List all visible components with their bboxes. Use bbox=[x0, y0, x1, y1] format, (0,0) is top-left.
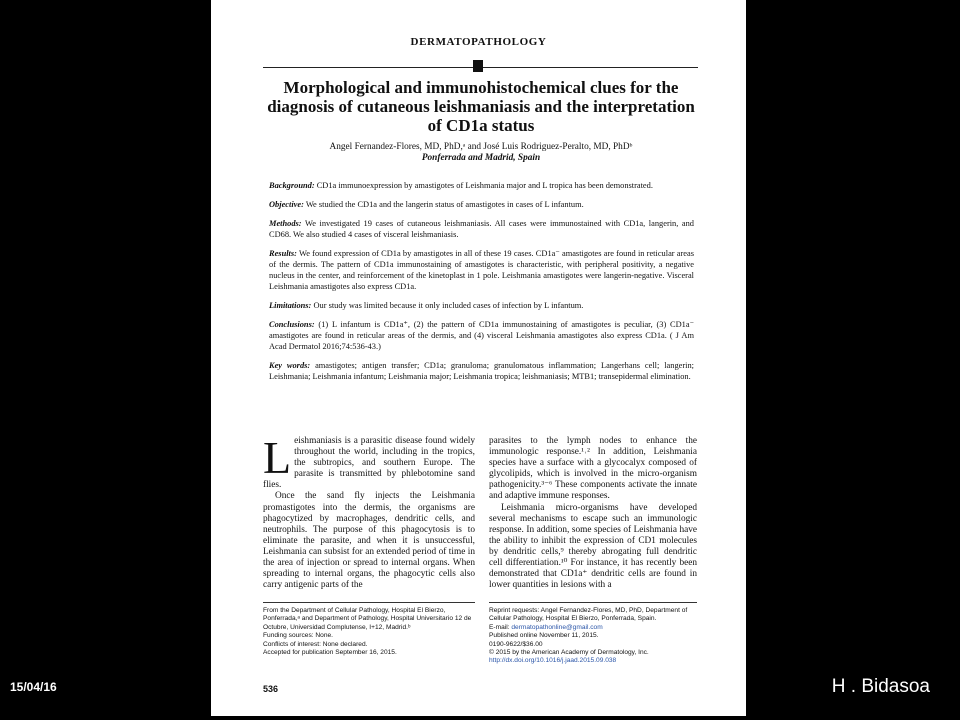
abstract-label: Conclusions: bbox=[269, 320, 315, 329]
footnotes-left bbox=[263, 607, 477, 657]
abstract-keywords bbox=[269, 360, 694, 382]
abstract-label: Limitations: bbox=[269, 301, 312, 310]
slide-date: 15/04/16 bbox=[10, 680, 57, 694]
abstract-label: Methods: bbox=[269, 219, 302, 228]
body-paragraph bbox=[263, 432, 475, 491]
slide-author: H . Bidasoa bbox=[831, 676, 930, 697]
journal-page bbox=[211, 0, 746, 716]
abstract-label: Key words: bbox=[269, 361, 311, 370]
abstract-text: We investigated 19 cases of cutaneous leishmaniasis. All cases were immunostained with CD1a, langerin, and CD68. We also studied 4 cases of visceral leishmaniasis. bbox=[269, 219, 694, 239]
abstract-label: Objective: bbox=[269, 200, 304, 209]
abstract-text: Our study was limited because it only included cases of infection by L infantum. bbox=[311, 301, 584, 310]
abstract-limitations bbox=[269, 300, 694, 311]
footnote-accepted: Accepted for publication September 16, 2015. bbox=[263, 649, 397, 657]
body-paragraph: Once the sand fly injects the Leishmania promastigotes into the dermis, the organisms are phagocytized by macrophages, dendritic cells, and neutrophils. The purpose of this phagocytosis is to eliminate the parasite, and when it is unsuccessful, Leishmania can subsist for an extended period of time in the area of injection or spread to internal organs. When spreading to internal organs, the phagocytic cells also carry antigenic parts of the bbox=[263, 491, 475, 591]
abstract-methods bbox=[269, 218, 694, 240]
footnote-copyright: © 2015 by the American Academy of Dermatology, Inc. bbox=[489, 649, 649, 657]
abstract-text: (1) L infantum is CD1a⁺, (2) the pattern of CD1a immunostaining of amastigotes is peculiar, (3) CD1a⁻ amastigotes are found in reticular areas of the dermis, and (4) visceral Leishmania amastigotes also express CD1a. ( J Am Acad Dermatol 2016;74:536-43.) bbox=[269, 320, 694, 351]
abstract-objective bbox=[269, 199, 694, 210]
abstract-label: Results: bbox=[269, 249, 297, 258]
email-link[interactable]: dermatopathonline@gmail.com bbox=[511, 623, 603, 631]
author-location: Ponferrada and Madrid, Spain bbox=[421, 153, 541, 163]
abstract-results bbox=[269, 248, 694, 292]
footnote-email-label: E-mail: bbox=[489, 623, 512, 631]
header-rule-right bbox=[483, 67, 698, 68]
footnote-reprint: Reprint requests: Angel Fernandez-Flores, MD, PhD, Department of Cellular Pathology, Hospital El Bierzo, Ponferrada, Spain. bbox=[489, 607, 688, 623]
footnote-rule-right bbox=[489, 602, 697, 603]
body-text: eishmaniasis is a parasitic disease found widely throughout the world, including in the tropics, the subtropics, and southern Europe. The parasite is transmitted by phlebotomine sand flies. bbox=[263, 436, 475, 491]
author-names: Angel Fernandez-Flores, MD, PhD,ᵃ and José Luis Rodriguez-Peralto, MD, PhDᵇ bbox=[329, 142, 633, 152]
article-title: Morphological and immunohistochemical clues for the diagnosis of cutaneous leishmaniasis and the interpretation of CD1a status bbox=[267, 78, 695, 135]
abstract bbox=[269, 180, 694, 390]
author-block bbox=[261, 142, 701, 164]
abstract-text: We studied the CD1a and the langerin status of amastigotes in cases of L infantum. bbox=[303, 200, 584, 209]
footnote-funding: Funding sources: None. bbox=[263, 632, 334, 640]
footnotes-right bbox=[489, 607, 699, 666]
header-rule-marker bbox=[473, 60, 483, 72]
body-column-left bbox=[263, 432, 475, 591]
abstract-background bbox=[269, 180, 694, 191]
body-paragraph: parasites to the lymph nodes to enhance the immunologic response.¹˒² In addition, Leishmania species have a surface with a glycocalyx composed of glycolipids, which is involved in the micro-organism pathogenicity.³⁻⁶ These components activate the innate and adaptive immune responses. bbox=[489, 436, 697, 502]
body-paragraph: Leishmania micro-organisms have developed several mechanisms to escape such an immunologic response. In addition, some species of Leishmania have the ability to inhibit the expression of CD1 molecules by dendritic cells,⁹ thereby abrogating full dendritic cell differentiation.¹⁰ For instance, it has recently been demonstrated that CD1a⁺ dendritic cells are found in lower quantities in lesions with a bbox=[489, 502, 697, 591]
abstract-conclusions bbox=[269, 319, 694, 352]
abstract-text: CD1a immunoexpression by amastigotes of Leishmania major and L tropica has been demonstrated. bbox=[314, 181, 653, 190]
section-label: DERMATOPATHOLOGY bbox=[410, 36, 547, 48]
drop-cap: L bbox=[263, 432, 292, 483]
abstract-text: We found expression of CD1a by amastigotes in all of these 19 cases. CD1a⁻ amastigotes are found in reticular areas of the dermis. The pattern of CD1a immunostaining of amastigotes is characteristic, with peripheral positivity, a negative nucleus in the center, and reinforcement of the kinetoplast in 1 pole. Leishmania amastigotes were langerin-negative. Visceral Leishmania amastigotes also express CD1a. bbox=[269, 249, 694, 291]
footnote-published: Published online November 11, 2015. bbox=[489, 632, 599, 640]
footnote-issn: 0190-9622/$36.00 bbox=[489, 640, 543, 648]
doi-link[interactable]: http://dx.doi.org/10.1016/j.jaad.2015.09.038 bbox=[489, 657, 617, 665]
page-number: 536 bbox=[263, 684, 279, 694]
abstract-text: amastigotes; antigen transfer; CD1a; granuloma; granulomatous inflammation; Langerhans cell; langerin; Leishmania; Leishmania infantum; Leishmania major; Leishmania tropica; leishmaniasis; MTB1; transepidermal elimination. bbox=[269, 361, 694, 381]
footnote-affiliation: From the Department of Cellular Pathology, Hospital El Bierzo, Ponferrada,ᵃ and Department of Pathology, Hospital Universitario 12 de Octubre, Universidad Complutense, I+12, Madrid.ᵇ bbox=[263, 607, 472, 631]
header-rule-left bbox=[263, 67, 473, 68]
body-column-right bbox=[489, 436, 697, 591]
footnote-conflicts: Conflicts of interest: None declared. bbox=[263, 640, 368, 648]
footnote-rule-left bbox=[263, 602, 475, 603]
abstract-label: Background: bbox=[269, 181, 315, 190]
footnote-email-line bbox=[489, 624, 699, 632]
